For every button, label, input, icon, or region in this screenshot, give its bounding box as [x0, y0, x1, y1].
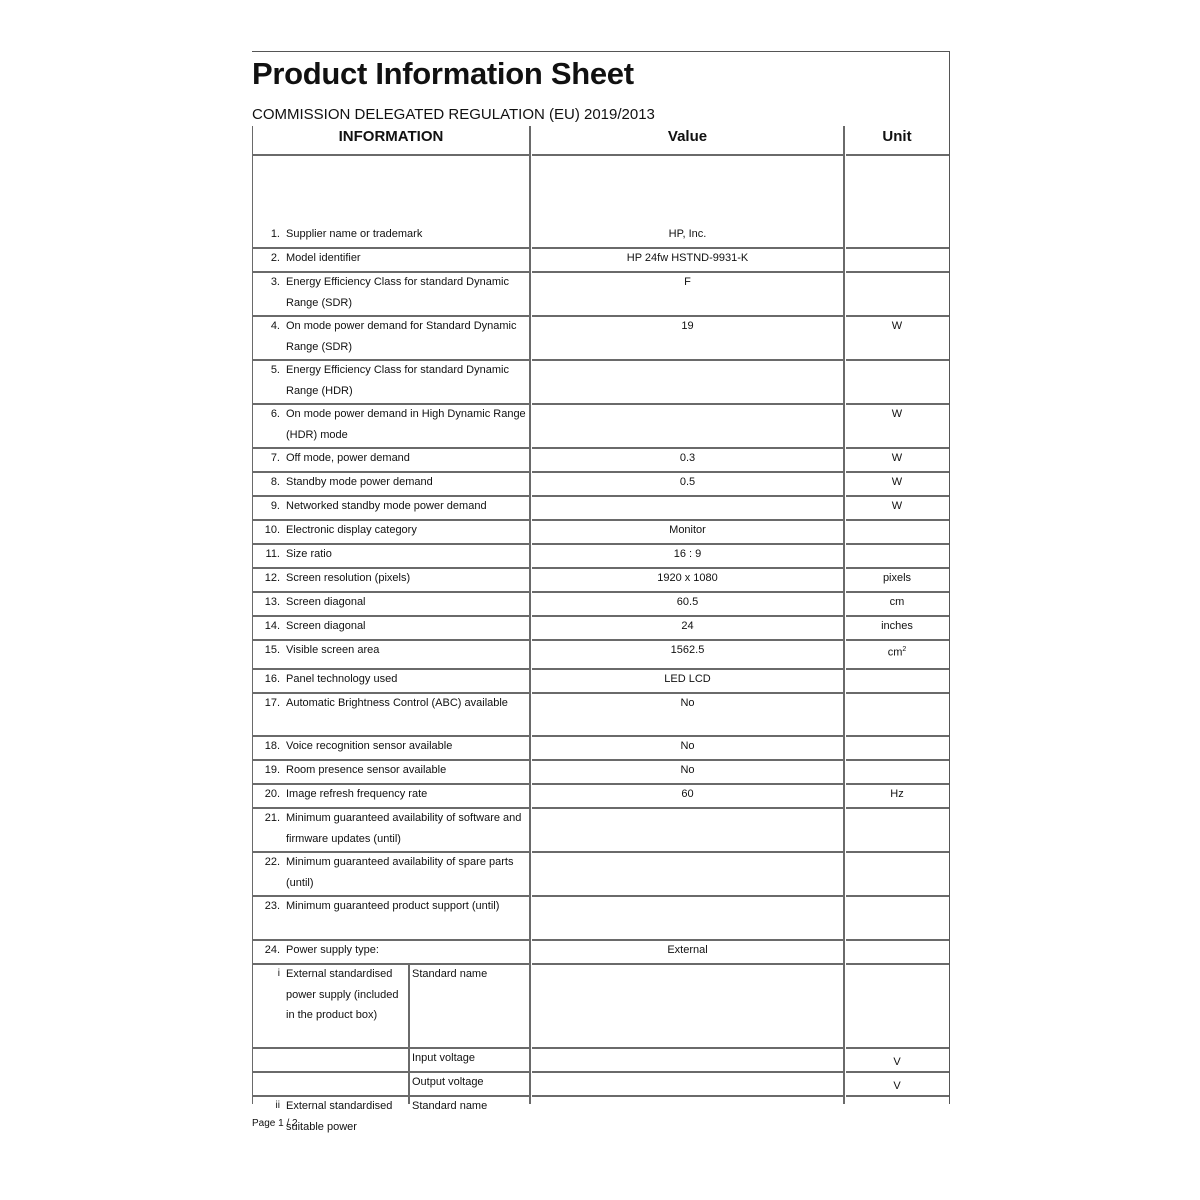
row-separator — [532, 783, 844, 785]
row-label: Standby mode power demand — [286, 476, 433, 488]
row-separator — [252, 567, 530, 569]
row-label: Supplier name or trademark — [286, 228, 423, 240]
row-number: 16. — [264, 673, 280, 685]
row-unit: W — [891, 476, 903, 488]
row-value: 1920 x 1080 — [657, 572, 718, 584]
row-label: Electronic display category — [286, 524, 417, 536]
row-separator — [252, 1071, 530, 1073]
row-value: No — [680, 764, 695, 776]
row-separator — [252, 851, 530, 853]
row-label: Screen diagonal — [286, 596, 366, 608]
row-value: Monitor — [669, 524, 706, 536]
row-separator — [846, 1095, 949, 1097]
row-value: 19 — [681, 320, 694, 332]
row-separator — [532, 247, 844, 249]
row-separator — [252, 447, 530, 449]
row-unit: inches — [881, 620, 913, 632]
row-label: Screen resolution (pixels) — [286, 572, 411, 584]
row-number: 20. — [264, 788, 280, 800]
row-separator — [532, 895, 844, 897]
row-label: Panel technology used — [286, 673, 398, 685]
header-separator — [846, 154, 949, 156]
row-separator — [532, 495, 844, 497]
row-label: Screen diagonal — [286, 620, 366, 632]
row-value: 0.5 — [679, 476, 696, 488]
row-number: 13. — [264, 596, 280, 608]
row-label: Minimum guaranteed availability of spare parts (until) — [286, 856, 514, 889]
page-number: Page 1 / 2 — [252, 1118, 298, 1129]
row-label: Automatic Brightness Control (ABC) available — [286, 697, 508, 709]
row-separator — [252, 759, 530, 761]
row-separator — [846, 471, 949, 473]
row-separator — [252, 735, 530, 737]
row-separator — [252, 495, 530, 497]
row-separator — [252, 519, 530, 521]
row-number: 19. — [264, 764, 280, 776]
header-separator — [532, 154, 844, 156]
row-value: 60 — [681, 788, 694, 800]
row-number: 10. — [264, 524, 280, 536]
row-separator — [846, 895, 949, 897]
row-sublabel: Standard name — [412, 968, 488, 980]
row-separator — [532, 615, 844, 617]
header-separator — [252, 154, 530, 156]
row-number: 22. — [264, 856, 280, 868]
row-separator — [252, 471, 530, 473]
row-label: On mode power demand in High Dynamic Range (HDR) mode — [286, 408, 526, 441]
row-separator — [532, 567, 844, 569]
row-value: No — [680, 740, 695, 752]
row-separator — [252, 1047, 530, 1049]
row-separator — [252, 271, 530, 273]
row-separator — [252, 315, 530, 317]
row-separator — [252, 359, 530, 361]
row-label: Model identifier — [286, 252, 361, 264]
row-number: 8. — [270, 476, 280, 488]
row-unit: pixels — [882, 572, 912, 584]
row-separator — [532, 403, 844, 405]
row-label: Minimum guaranteed availability of software and firmware updates (until) — [286, 812, 522, 845]
sub-column-divider — [408, 964, 410, 1104]
row-number: 5. — [270, 364, 280, 376]
row-separator — [846, 807, 949, 809]
row-separator — [532, 1071, 844, 1073]
row-label: Minimum guaranteed product support (until) — [286, 900, 500, 912]
unit-superscript: 2 — [902, 646, 907, 653]
row-unit: W — [891, 408, 903, 420]
row-separator — [532, 735, 844, 737]
row-number: 2. — [270, 252, 280, 264]
row-number: i — [277, 968, 280, 979]
row-label: On mode power demand for Standard Dynamic Range (SDR) — [286, 320, 517, 353]
column-divider — [529, 126, 531, 1104]
row-value: LED LCD — [664, 673, 711, 685]
row-separator — [846, 939, 949, 941]
row-value: External — [667, 944, 708, 956]
row-separator — [252, 807, 530, 809]
sheet-title: Product Information Sheet — [252, 56, 634, 91]
row-label: Image refresh frequency rate — [286, 788, 428, 800]
row-separator — [532, 668, 844, 670]
row-separator — [846, 735, 949, 737]
row-number: 7. — [270, 452, 280, 464]
row-separator — [846, 567, 949, 569]
row-label: Networked standby mode power demand — [286, 500, 487, 512]
row-separator — [532, 543, 844, 545]
row-label: External standardised suitable power — [286, 1100, 393, 1133]
row-number: 6. — [270, 408, 280, 420]
row-value: HP, Inc. — [668, 228, 707, 240]
row-separator — [846, 615, 949, 617]
row-separator — [846, 639, 949, 641]
row-separator — [532, 519, 844, 521]
row-separator — [846, 1047, 949, 1049]
row-value: 0.3 — [679, 452, 696, 464]
row-sublabel: Standard name — [412, 1100, 488, 1112]
row-separator — [252, 543, 530, 545]
row-separator — [252, 591, 530, 593]
row-separator — [532, 963, 844, 965]
row-separator — [252, 963, 530, 965]
row-value: 60.5 — [676, 596, 699, 608]
row-label: Power supply type: — [286, 944, 379, 956]
column-divider — [843, 126, 845, 1104]
table-left-border — [252, 126, 253, 1104]
row-separator — [252, 668, 530, 670]
row-value: HP 24fw HSTND-9931-K — [626, 252, 749, 264]
row-value: 24 — [681, 620, 694, 632]
row-separator — [846, 963, 949, 965]
row-separator — [846, 271, 949, 273]
row-separator — [252, 247, 530, 249]
row-number: 4. — [270, 320, 280, 332]
row-separator — [846, 247, 949, 249]
row-label: Energy Efficiency Class for standard Dynamic Range (SDR) — [286, 276, 509, 309]
row-separator — [252, 1095, 530, 1097]
row-separator — [532, 447, 844, 449]
row-separator — [532, 591, 844, 593]
row-separator — [846, 1071, 949, 1073]
row-number: 12. — [264, 572, 280, 584]
row-separator — [846, 403, 949, 405]
row-separator — [252, 692, 530, 694]
row-number: 14. — [264, 620, 280, 632]
row-unit: W — [891, 500, 903, 512]
row-separator — [846, 495, 949, 497]
row-value: 1562.5 — [670, 644, 705, 656]
row-separator — [532, 1047, 844, 1049]
row-separator — [846, 359, 949, 361]
row-separator — [252, 403, 530, 405]
row-separator — [532, 759, 844, 761]
row-separator — [846, 447, 949, 449]
header-information: INFORMATION — [338, 128, 444, 145]
row-number: 23. — [264, 900, 280, 912]
row-number: ii — [275, 1100, 280, 1111]
row-separator — [846, 668, 949, 670]
row-number: 11. — [265, 548, 280, 560]
row-separator — [532, 471, 844, 473]
row-value: 16 : 9 — [673, 548, 702, 560]
row-number: 1. — [270, 228, 280, 240]
row-separator — [252, 615, 530, 617]
header-value: Value — [667, 128, 708, 145]
row-separator — [532, 807, 844, 809]
row-value: F — [684, 276, 691, 288]
row-unit: $cm^2$ — [887, 646, 907, 659]
sheet-subtitle: COMMISSION DELEGATED REGULATION (EU) 2019/2013 — [252, 106, 655, 123]
row-label: Room presence sensor available — [286, 764, 447, 776]
row-number: 9. — [270, 500, 280, 512]
row-separator — [846, 543, 949, 545]
row-separator — [532, 315, 844, 317]
row-number: 21. — [264, 812, 280, 824]
row-sublabel: Output voltage — [412, 1076, 484, 1088]
row-label: External standardised power supply (included in the product box) — [286, 968, 399, 1021]
row-label: Off mode, power demand — [286, 452, 410, 464]
row-number: 17. — [264, 697, 280, 709]
row-unit: Hz — [890, 788, 904, 800]
row-separator — [252, 895, 530, 897]
row-number: 24. — [264, 944, 280, 956]
row-label: Size ratio — [286, 548, 332, 560]
row-label: Visible screen area — [286, 644, 380, 656]
row-separator — [846, 692, 949, 694]
row-number: 15. — [264, 644, 280, 656]
row-separator — [532, 692, 844, 694]
row-label: Voice recognition sensor available — [286, 740, 453, 752]
row-separator — [846, 315, 949, 317]
row-label: Energy Efficiency Class for standard Dynamic Range (HDR) — [286, 364, 509, 397]
row-separator — [846, 591, 949, 593]
row-unit: V — [893, 1056, 901, 1068]
row-separator — [846, 759, 949, 761]
row-separator — [532, 851, 844, 853]
row-separator — [252, 783, 530, 785]
header-unit: Unit — [882, 128, 912, 145]
row-separator — [846, 783, 949, 785]
row-separator — [846, 519, 949, 521]
row-separator — [532, 359, 844, 361]
row-separator — [252, 639, 530, 641]
row-value: No — [680, 697, 695, 709]
row-number: 18. — [264, 740, 280, 752]
row-separator — [846, 851, 949, 853]
row-unit: W — [891, 320, 903, 332]
row-separator — [532, 939, 844, 941]
row-unit: cm — [889, 596, 905, 608]
row-sublabel: Input voltage — [412, 1052, 475, 1064]
row-separator — [532, 1095, 844, 1097]
row-number: 3. — [270, 276, 280, 288]
row-separator — [532, 271, 844, 273]
row-separator — [532, 639, 844, 641]
table-row — [252, 1096, 949, 1156]
row-separator — [252, 939, 530, 941]
row-unit: W — [891, 452, 903, 464]
row-unit: V — [893, 1080, 901, 1092]
